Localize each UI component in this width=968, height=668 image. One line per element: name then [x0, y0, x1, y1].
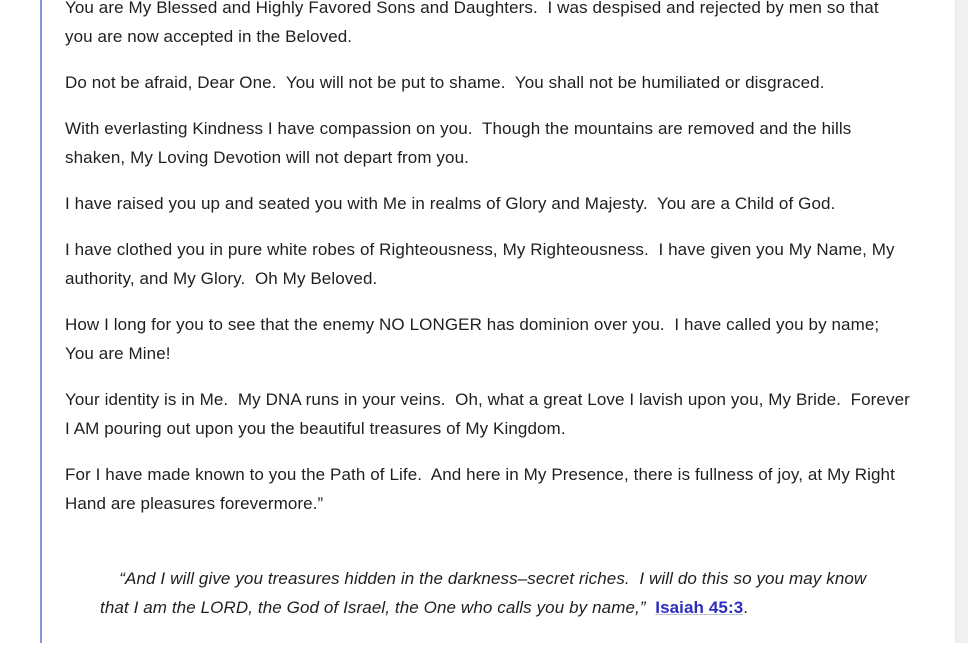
paragraph: For I have made known to you the Path of Life. And here in My Presence, there is fullness of joy, at My Right Hand are pleasures forevermore.”	[65, 465, 900, 513]
scripture-blockquote	[100, 535, 880, 651]
paragraph: I have raised you up and seated you with Me in realms of Glory and Majesty. You are a Child of God.	[65, 194, 836, 213]
paragraph: I have clothed you in pure white robes of Righteousness, My Righteousness. I have given you My Name, My authority, and My Glory. Oh My Beloved.	[65, 240, 900, 288]
scrollbar-track[interactable]	[955, 0, 968, 643]
paragraph: Do not be afraid, Dear One. You will not be put to shame. You shall not be humiliated or disgraced.	[65, 73, 825, 92]
blockquote-border	[40, 0, 42, 643]
paragraph: Your identity is in Me. My DNA runs in your veins. Oh, what a great Love I lavish upon you, My Bride. Forever I AM pouring out upon you the beautiful treasures of My Kingdom.	[65, 390, 915, 438]
paragraph: How I long for you to see that the enemy NO LONGER has dominion over you. I have called you by name; You are Mine!	[65, 315, 884, 363]
scripture-quote-period: .	[743, 598, 749, 617]
paragraph: With everlasting Kindness I have compassion on you. Though the mountains are removed and the hills shaken, My Loving Devotion will not depart from you.	[65, 119, 857, 167]
isaiah-45-3-link[interactable]: Isaiah 45:3	[655, 598, 744, 617]
scripture-quote-text: “And I will give you treasures hidden in the darkness–secret riches. I will do this so you may know that I am the LORD, the God of Israel, the One who calls you by name,”	[100, 569, 872, 617]
letter-text	[65, 0, 915, 668]
paragraph: You are My Blessed and Highly Favored Sons and Daughters. I was despised and rejected by men so that you are now accepted in the Beloved.	[65, 0, 884, 46]
